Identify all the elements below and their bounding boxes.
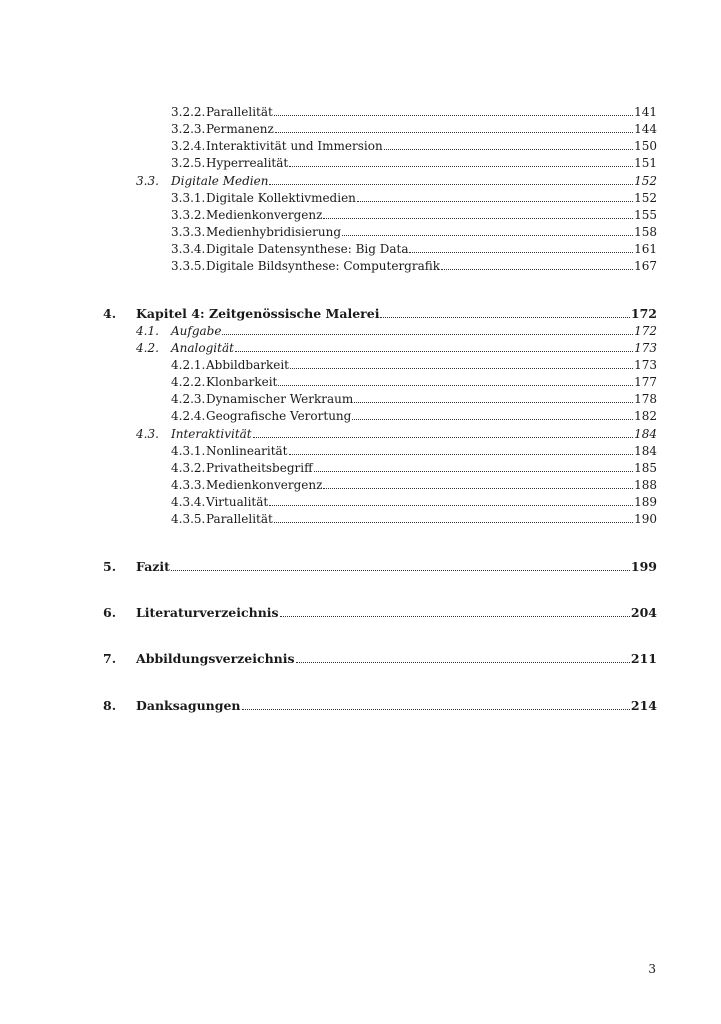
toc-entry-title: Digitale Datensynthese: Big Data [206, 242, 409, 256]
toc-entry-page: 151 [634, 156, 657, 170]
toc-entry[interactable] [171, 190, 657, 206]
toc-entry-title: Analogität [171, 341, 234, 355]
toc-entry-label [171, 138, 383, 154]
dot-leader [342, 235, 633, 236]
toc-entry-page: 173 [634, 341, 657, 355]
toc-entry-number: 4.2.2. [171, 375, 206, 389]
toc-entry-number: 4.1. [136, 324, 159, 338]
toc-entry-number: 3.3.5. [171, 259, 206, 273]
toc-entry-label [136, 559, 170, 575]
dot-leader [222, 334, 633, 335]
toc-entry-number: 3.3.4. [171, 242, 206, 256]
toc-entry-page: 150 [634, 139, 657, 153]
toc-entry[interactable] [136, 323, 657, 339]
chapter-number: 8. [103, 698, 117, 713]
dot-leader [275, 132, 633, 133]
toc-entry[interactable] [171, 374, 657, 390]
toc-entry-title: Geografische Verortung [206, 409, 352, 423]
toc-entry-title: Digitale Bildsynthese: Computergrafik [206, 259, 441, 273]
toc-entry-label [136, 605, 279, 621]
dot-leader [289, 166, 633, 167]
toc-entry-page: 178 [634, 392, 657, 406]
toc-entry-number: 3.3.2. [171, 208, 206, 222]
dot-leader [289, 454, 634, 455]
toc-entry-label [171, 190, 356, 206]
toc-entry[interactable] [171, 460, 657, 476]
toc-entry-number: 4.3. [136, 427, 159, 441]
toc-entry-page: 199 [630, 559, 657, 574]
toc-entry[interactable] [136, 306, 657, 322]
toc-entry-label [136, 173, 268, 189]
toc-entry-title: Nonlinearität [206, 444, 288, 458]
toc-entry-number: 3.2.2. [171, 105, 206, 119]
toc-entry-number: 4.3.2. [171, 461, 206, 475]
toc-entry-title: Parallelität [206, 105, 273, 119]
toc-entry-page: 204 [630, 605, 657, 620]
chapter-number: 7. [103, 651, 117, 666]
chapter-number: 4. [103, 306, 117, 321]
toc-entry[interactable] [136, 559, 657, 575]
toc-entry-page: 152 [634, 174, 657, 188]
toc-entry-page: 182 [634, 409, 657, 423]
chapter-number: 5. [103, 559, 117, 574]
toc-entry-number: 4.3.5. [171, 512, 206, 526]
toc-entry[interactable] [171, 138, 657, 154]
dot-leader [352, 419, 633, 420]
toc-entry-title: Kapitel 4: Zeitgenössische Malerei [136, 306, 380, 321]
toc-entry-title: Abbildungsverzeichnis [136, 651, 295, 666]
dot-leader [290, 368, 633, 369]
toc-entry-number: 3.3.1. [171, 191, 206, 205]
toc-entry-page: 185 [634, 461, 657, 475]
toc-entry-label [171, 443, 288, 459]
toc-entry[interactable] [171, 391, 657, 407]
toc-entry-label [136, 306, 379, 322]
dot-leader [269, 184, 633, 185]
toc-entry[interactable] [171, 477, 657, 493]
dot-leader [235, 351, 633, 352]
toc-entry-label [171, 224, 341, 240]
toc-entry-title: Hyperrealität [206, 156, 289, 170]
toc-entry-page: 158 [634, 225, 657, 239]
toc-entry[interactable] [171, 207, 657, 223]
toc-entry-number: 4.2.1. [171, 358, 206, 372]
toc-entry-label [171, 357, 289, 373]
toc-entry-title: Interaktivität [171, 427, 252, 441]
toc-entry-label [171, 155, 288, 171]
toc-entry-title: Dynamischer Werkraum [206, 392, 354, 406]
dot-leader [357, 201, 633, 202]
dot-leader [314, 471, 633, 472]
toc-entry-title: Parallelität [206, 512, 273, 526]
toc-entry[interactable] [171, 104, 657, 120]
toc-entry-page: 172 [630, 306, 657, 321]
toc-entry[interactable] [171, 155, 657, 171]
dot-leader [409, 252, 633, 253]
toc-entry-title: Digitale Medien [171, 174, 269, 188]
toc-entry-label [171, 511, 273, 527]
toc-entry-number: 3.2.3. [171, 122, 206, 136]
toc-entry[interactable] [171, 357, 657, 373]
toc-entry[interactable] [171, 258, 657, 274]
dot-leader [274, 522, 633, 523]
toc-entry-page: 214 [630, 698, 657, 713]
toc-entry-page: 161 [634, 242, 657, 256]
toc-entry-page: 189 [634, 495, 657, 509]
toc-entry-title: Literaturverzeichnis [136, 605, 279, 620]
toc-entry-label [171, 494, 268, 510]
toc-entry-page: 188 [634, 478, 657, 492]
toc-entry-title: Aufgabe [171, 324, 222, 338]
dot-leader [242, 709, 630, 710]
toc-entry-label [171, 477, 322, 493]
toc-entry-title: Digitale Kollektivmedien [206, 191, 356, 205]
toc-entry-number: 4.2. [136, 341, 159, 355]
toc-entry[interactable] [171, 121, 657, 137]
dot-leader [323, 218, 633, 219]
toc-entry-page: 184 [634, 427, 657, 441]
page-number: 3 [648, 962, 656, 976]
toc-entry-number: 4.3.3. [171, 478, 206, 492]
toc-entry-title: Permanenz [206, 122, 274, 136]
toc-entry-page: 184 [634, 444, 657, 458]
toc-entry-label [136, 651, 295, 667]
toc-entry-title: Medienkonvergenz [206, 208, 323, 222]
toc-entry[interactable] [171, 494, 657, 510]
toc-entry-label [171, 104, 273, 120]
toc-entry[interactable] [136, 426, 657, 442]
toc-entry-title: Abbildbarkeit [206, 358, 289, 372]
toc-entry-number: 4.2.4. [171, 409, 206, 423]
toc-entry-page: 190 [634, 512, 657, 526]
toc-entry[interactable] [171, 511, 657, 527]
toc-entry-number: 4.3.4. [171, 495, 206, 509]
toc-entry-label [171, 460, 313, 476]
toc-entry-page: 177 [634, 375, 657, 389]
toc-entry-number: 3.3. [136, 174, 159, 188]
toc-entry-page: 167 [634, 259, 657, 273]
toc-entry-label [171, 207, 322, 223]
chapter-number: 6. [103, 605, 117, 620]
toc-entry-label [171, 121, 274, 137]
toc-entry-page: 141 [634, 105, 657, 119]
toc-entry-page: 173 [634, 358, 657, 372]
dot-leader [280, 616, 630, 617]
toc-entry[interactable] [136, 698, 657, 714]
toc-entry-title: Virtualität [206, 495, 269, 509]
toc-entry-label [171, 374, 277, 390]
toc-entry-label [171, 241, 408, 257]
toc-entry-number: 4.3.1. [171, 444, 206, 458]
dot-leader [274, 115, 633, 116]
toc-entry-number: 3.2.5. [171, 156, 206, 170]
toc-entry-label [136, 426, 252, 442]
dot-leader [323, 488, 633, 489]
toc-entry-label [171, 391, 353, 407]
toc-entry[interactable] [171, 224, 657, 240]
toc-entry-label [136, 323, 221, 339]
toc-entry-label [171, 408, 351, 424]
dot-leader [441, 269, 633, 270]
toc-entry[interactable] [136, 651, 657, 667]
dot-leader [278, 385, 633, 386]
toc-entry-number: 3.3.3. [171, 225, 206, 239]
toc-entry-page: 155 [634, 208, 657, 222]
dot-leader [253, 437, 633, 438]
dot-leader [380, 317, 629, 318]
toc-entry-title: Interaktivität und Immersion [206, 139, 383, 153]
toc-entry-page: 172 [634, 324, 657, 338]
toc-entry-page: 211 [630, 651, 657, 666]
dot-leader [171, 570, 630, 571]
toc-entry-title: Medienkonvergenz [206, 478, 323, 492]
dot-leader [384, 149, 633, 150]
dot-leader [354, 402, 633, 403]
toc-entry[interactable] [136, 605, 657, 621]
toc-entry-title: Danksagungen [136, 698, 241, 713]
toc-entry[interactable] [171, 443, 657, 459]
toc-entry[interactable] [171, 408, 657, 424]
toc-entry-title: Klonbarkeit [206, 375, 278, 389]
toc-entry-label [136, 340, 234, 356]
toc-entry[interactable] [136, 340, 657, 356]
toc-entry-page: 152 [634, 191, 657, 205]
dot-leader [296, 662, 630, 663]
toc-entry-number: 3.2.4. [171, 139, 206, 153]
toc-entry-page: 144 [634, 122, 657, 136]
toc-entry-title: Medienhybridisierung [206, 225, 341, 239]
dot-leader [269, 505, 633, 506]
toc-entry-title: Fazit [136, 559, 170, 574]
toc-entry[interactable] [136, 173, 657, 189]
toc-entry-label [136, 698, 241, 714]
toc-entry[interactable] [171, 241, 657, 257]
toc-entry-number: 4.2.3. [171, 392, 206, 406]
toc-entry-title: Privatheitsbegriff [206, 461, 313, 475]
toc-entry-label [171, 258, 440, 274]
